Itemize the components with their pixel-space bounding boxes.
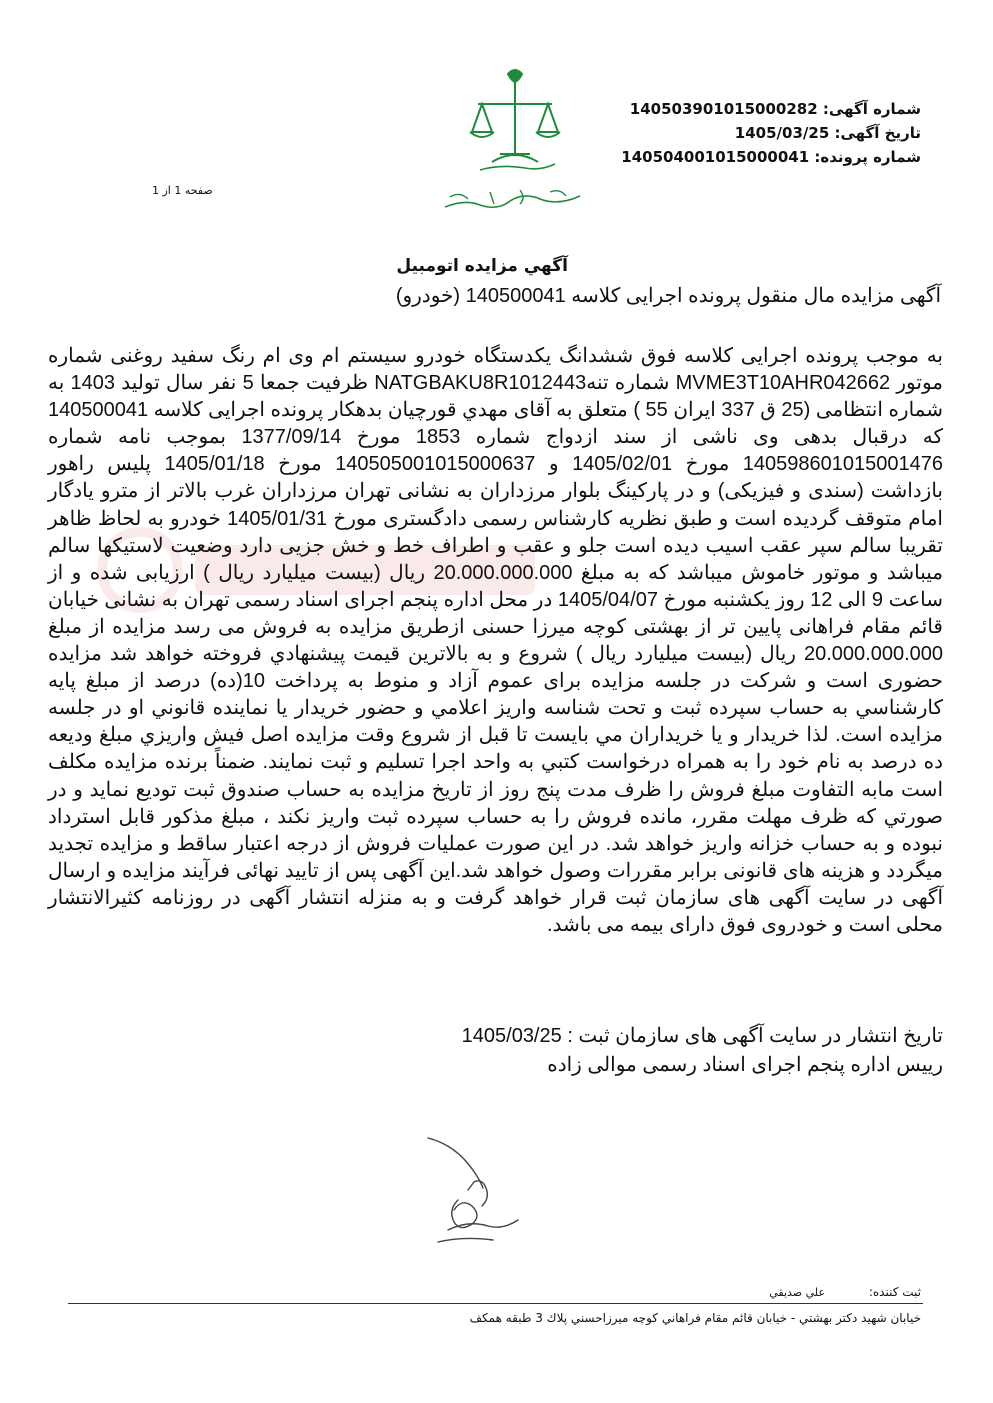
publication-date: 1405/03/25 (461, 1025, 562, 1047)
announcement-body: به موجب پرونده اجرایی کلاسه فوق ششدانگ یکدستگاه خودرو سیستم ام وی ام رنگ سفید روغنی شماره موتور MVME3T10AHR042662 شماره تنهNATGBAKU8R1012443 ظرفیت جمعا 5 نفر سال تولید 1403 به شماره انتظامی (25 ق 337 ایران 55 ) متعلق به آقای مهدي قورچيان بدهكار پرونده اجرایی کلاسه 140500041 که درقبال بدهی وی ناشی از سند ازدواج شماره 1853 مورخ 1377/09/14 بموجب نامه شماره 140598601015001476 مورخ 1405/02/01 و 140505001015000637 مورخ 1405/01/18 پلیس راهور بازداشت (سندی و فیزیکی) و در پارکینگ بلوار مرزداران به نشانی تهران مرزداران غرب بالاتر از مترو یادگار امام متوقف گردیده است و طبق نظریه کارشناس رسمی دادگستری مورخ 1405/01/31 خودرو به لحاظ ظاهر تقریبا سالم سپر عقب اسیب دیده است جلو و عقب و اطراف خط و خش جزیی دارد وضعیت لاستیکها سالم میباشد و موتور خاموش میباشد که به مبلغ 20.000.000.000 ریال (بیست میلیارد ریال ) ارزیابی شده و از ساعت 9 الی 12 روز یکشنبه مورخ 1405/04/07 در محل اداره پنجم اجرای اسناد رسمی تهران به نشانی خیابان قائم مقام فراهانی پایین تر از بهشتی کوچه میرزا حسنی ازطریق مزایده به فروش می رسد مزایده از مبلغ 20.000.000.000 ریال (بیست میلیارد ریال ) شروع و به بالاترین قیمت پیشنهادي فروخته خواهد شد مزایده حضوری است و شرکت در جلسه مزایده برای عموم آزاد و منوط به پرداخت 10(ده) درصد از مبلغ پایه کارشناسي به حساب سپرده ثبت و تحت شناسه واريز اعلامي و حضور خريدار يا نماينده قانوني او در جلسه مزايده است. لذا خريدار و يا خريداران مي بايست تا قبل از شروع وقت مزايده اصل فيش واريزي مبلغ وديعه ده درصد به نام خود را به همراه درخواست كتبي به واحد اجرا تسليم و ثبت نمايند. ضمناً برنده مزایده مکلف است مابه التفاوت مبلغ فروش را ظرف مدت پنج روز از تاریخ مزایده به حساب صندوق ثبت توديع نمايد و در صورتي كه ظرف مهلت مقرر، مانده فروش را به حساب سپرده ثبت واريز نكند ، مبلغ مذكور قابل استرداد نبوده و به حساب خزانه واريز خواهد شد. در این صورت عملیات فروش از درجه اعتبار ساقط و مزایده تجدید میگردد و هزینه های قانونی برابر مقررات وصول خواهد شد.این آگهی پس از تایید نهائی فرآیند مزایده و ارسال آگهی در سایت آگهی های سازمان ثبت قرار خواهد گرفت و به منزله انتشار آگهی در روزنامه کثیرالانتشار محلی است و خودروی فوق دارای بیمه می باشد. (48, 345, 944, 936)
publication-label: تاریخ انتشار در سایت آگهی های سازمان ثبت : (567, 1025, 943, 1047)
ad-date-row (621, 121, 921, 145)
ad-number: 140503901015000282 (629, 100, 818, 118)
office-address: خيابان شهيد دكتر بهشتي - خيابان قائم مقام فراهاني كوچه ميرزاحسني پلاك 3 طبقه همكف (469, 1311, 921, 1325)
file-number-row (621, 145, 921, 169)
page-subtitle: آگهی مزایده مال منقول پرونده اجرایی کلاسه 140500041 (خودرو) (395, 285, 941, 307)
file-number: 140504001015000041 (621, 148, 810, 166)
footer-divider (68, 1303, 923, 1304)
registrar-line (769, 1285, 921, 1299)
page-title: آگهي مزايده اتومبيل (396, 256, 568, 276)
ad-date: 1405/03/25 (734, 124, 830, 142)
page-indicator: صفحه 1 از 1 (152, 184, 213, 197)
ad-number-label: شماره آگهی: (822, 100, 921, 118)
ad-number-row (621, 97, 921, 121)
header-meta (621, 97, 921, 169)
handwritten-signature-icon (418, 1130, 528, 1250)
chief-signature-line: رییس اداره پنجم اجرای اسناد رسمی موالی زاده (547, 1054, 943, 1076)
registrar-label: ثبت کننده: (868, 1285, 921, 1299)
ad-date-label: تاریخ آگهی: (834, 124, 921, 142)
publication-date-line (462, 1023, 943, 1048)
file-number-label: شماره پرونده: (814, 148, 921, 166)
registrar-name: علي صديقي (769, 1286, 826, 1299)
judiciary-scales-emblem-icon (430, 62, 600, 222)
